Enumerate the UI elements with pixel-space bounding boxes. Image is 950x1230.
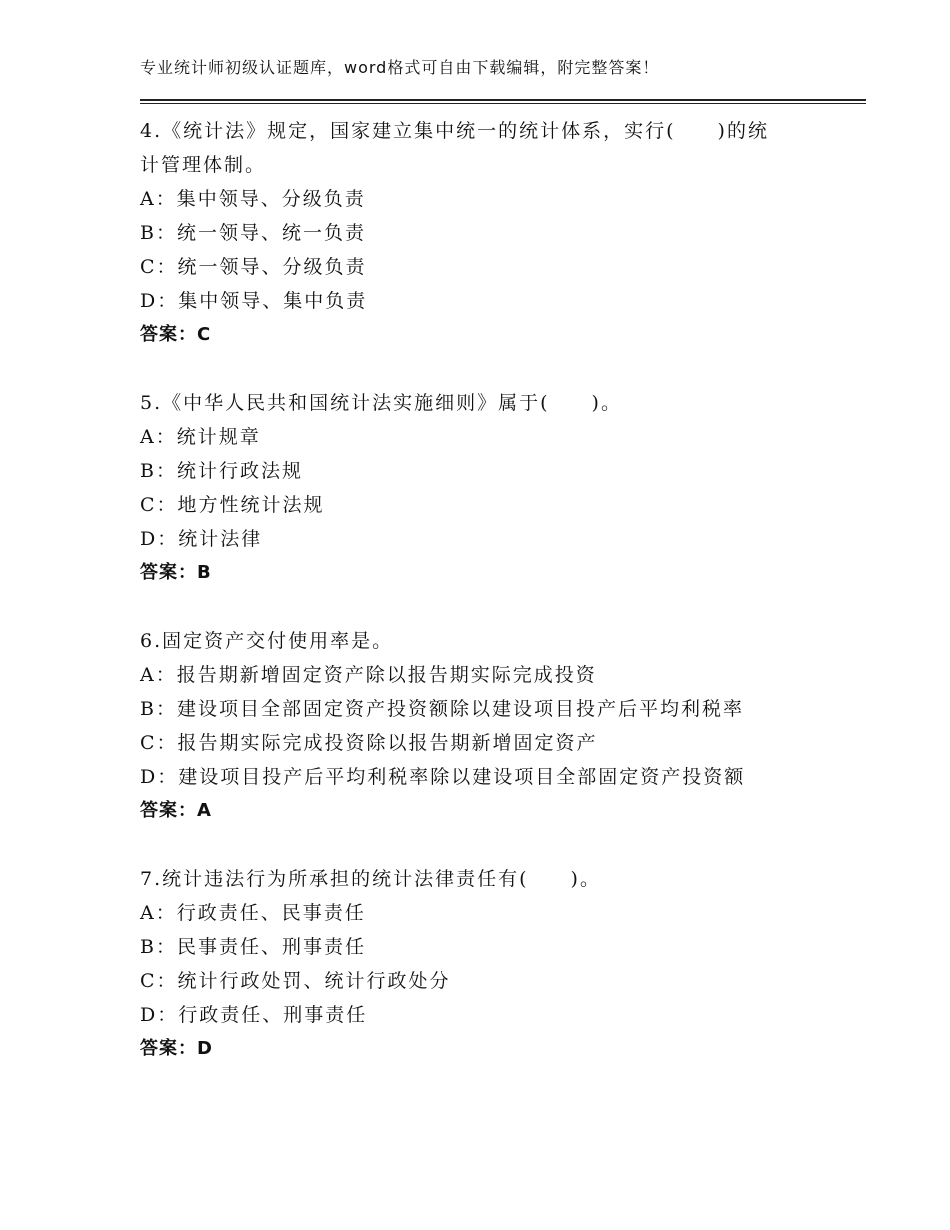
question-stem: 5.《中华人民共和国统计法实施细则》属于( )。 [140,392,622,414]
question-list [140,114,840,1100]
option-b: B：统计行政法规 [140,460,303,482]
option-d: D：统计法律 [140,528,263,550]
option-a: A：集中领导、分级负责 [140,188,366,210]
option-d: D：行政责任、刑事责任 [140,1004,368,1026]
option-c: C：地方性统计法规 [140,494,325,516]
option-a: A：统计规章 [140,426,261,448]
option-c: C：统计行政处罚、统计行政处分 [140,970,451,992]
option-d: D：集中领导、集中负责 [140,290,368,312]
option-b: B：统一领导、统一负责 [140,222,366,244]
option-c: C：报告期实际完成投资除以报告期新增固定资产 [140,732,598,754]
answer-label: 答案：D [140,1038,213,1059]
option-d: D：建设项目投产后平均利税率除以建设项目全部固定资产投资额 [140,766,746,788]
header-rule-thick [140,99,866,101]
answer-label: 答案：A [140,800,212,821]
option-b: B：民事责任、刑事责任 [140,936,366,958]
answer-label: 答案：C [140,324,212,345]
question-stem: 计管理体制。 [140,154,267,176]
option-b: B：建设项目全部固定资产投资额除以建设项目投产后平均利税率 [140,698,744,720]
question-stem: 4.《统计法》规定，国家建立集中统一的统计体系，实行( )的统 [140,120,769,142]
question-stem: 7.统计违法行为所承担的统计法律责任有( )。 [140,868,601,890]
option-a: A：报告期新增固定资产除以报告期实际完成投资 [140,664,597,686]
answer-label: 答案：B [140,562,212,583]
question-stem: 6.固定资产交付使用率是。 [140,630,394,652]
option-a: A：行政责任、民事责任 [140,902,366,924]
page-header: 专业统计师初级认证题库，word格式可自由下载编辑，附完整答案！ [140,58,660,77]
header-rule-thin [140,103,866,104]
question-5 [140,386,840,590]
question-6 [140,624,840,828]
question-7 [140,862,840,1066]
option-c: C：统一领导、分级负责 [140,256,367,278]
question-4 [140,114,840,352]
